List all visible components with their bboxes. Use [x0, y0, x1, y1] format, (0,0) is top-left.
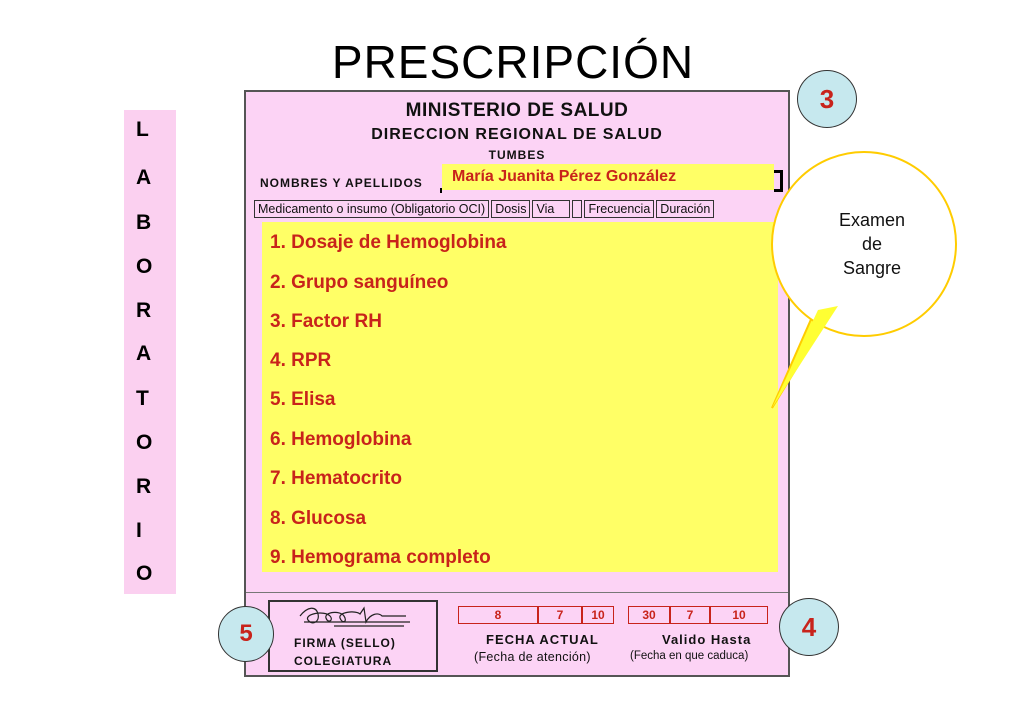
header-duracion: Duración [656, 200, 714, 218]
list-item: 1. Dosaje de Hemoglobina [270, 232, 507, 253]
list-item: 2. Grupo sanguíneo [270, 272, 449, 293]
prescription-items-box [262, 222, 778, 572]
signature-scribble [294, 604, 414, 634]
patient-name-field[interactable]: María Juanita Pérez González [442, 164, 774, 190]
side-letter: O [136, 255, 153, 278]
callout-line: Examen [838, 210, 906, 230]
step-badge-5: 5 [218, 606, 274, 662]
current-date-sublabel: (Fecha de atención) [474, 650, 591, 664]
header-medicamento: Medicamento o insumo (Obligatorio OCI) [254, 200, 489, 218]
valid-until-cells [628, 606, 768, 624]
side-letter: O [136, 431, 153, 454]
column-headers [254, 200, 716, 218]
name-label: NOMBRES Y APELLIDOS [260, 176, 423, 190]
current-year[interactable]: 10 [582, 606, 614, 624]
valid-month[interactable]: 7 [670, 606, 710, 624]
list-item: 8. Glucosa [270, 508, 367, 529]
page-title: PRESCRIPCIÓN [331, 36, 695, 88]
side-letter: O [136, 562, 153, 585]
list-item: 6. Hemoglobina [270, 429, 412, 450]
valid-day[interactable]: 30 [628, 606, 670, 624]
header-dosis: Dosis [491, 200, 530, 218]
list-item: 9. Hemograma completo [270, 547, 491, 568]
current-month[interactable]: 7 [538, 606, 582, 624]
header-frecuencia: Frecuencia [584, 200, 654, 218]
signature-box [268, 600, 438, 672]
current-day[interactable]: 8 [458, 606, 538, 624]
side-letter: B [136, 211, 152, 234]
valid-until-label: Valido Hasta [662, 632, 752, 647]
side-letter: R [136, 299, 152, 322]
list-item: 4. RPR [270, 350, 332, 371]
callout-text [812, 208, 932, 280]
valid-year[interactable]: 10 [710, 606, 768, 624]
current-date-cells [458, 606, 614, 624]
side-letter: R [136, 475, 152, 498]
list-item: 7. Hematocrito [270, 468, 402, 489]
callout-line: de [861, 234, 883, 254]
header-blank [572, 200, 582, 218]
list-item: 3. Factor RH [270, 311, 382, 332]
side-letter: I [136, 519, 142, 542]
step-badge-4: 4 [779, 598, 839, 656]
side-letter: T [136, 387, 149, 410]
license-label: COLEGIATURA [294, 654, 393, 668]
region-heading: TUMBES [488, 148, 546, 162]
valid-until-sublabel: (Fecha en que caduca) [630, 650, 749, 662]
prescription-form [244, 90, 790, 677]
direction-heading: DIRECCION REGIONAL DE SALUD [371, 126, 663, 143]
side-letter: L [136, 118, 149, 141]
callout-line: Sangre [842, 258, 902, 278]
side-letter: A [136, 166, 152, 189]
list-item: 5. Elisa [270, 389, 336, 410]
signature-label: FIRMA (SELLO) [294, 636, 396, 650]
ministry-heading: MINISTERIO DE SALUD [405, 100, 629, 121]
bottom-divider [246, 592, 788, 593]
header-via: Via [532, 200, 570, 218]
current-date-label: FECHA ACTUAL [486, 632, 599, 647]
step-badge-3: 3 [797, 70, 857, 128]
side-letter: A [136, 342, 152, 365]
